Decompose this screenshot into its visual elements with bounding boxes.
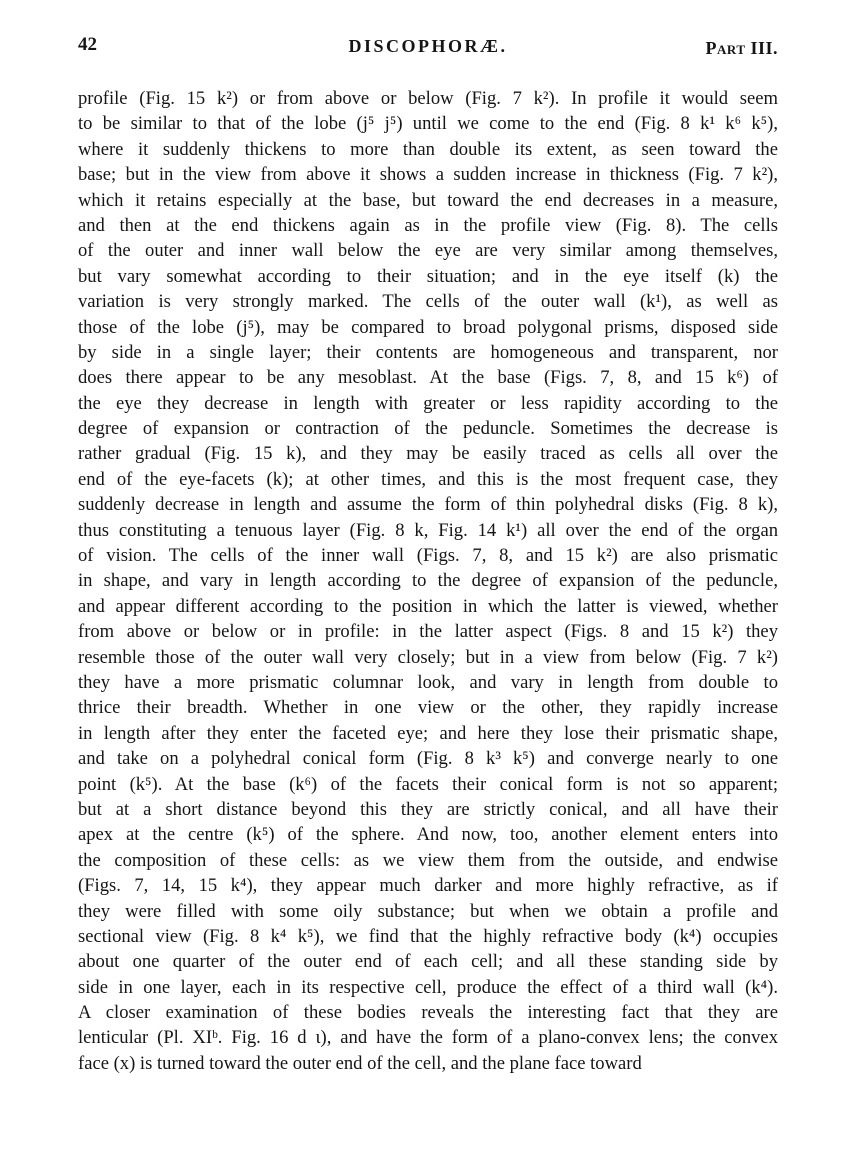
text-line: where it suddenly thickens to more than double its extent, as seen toward the bbox=[78, 138, 778, 160]
text-line: the composition of these cells: as we view them from the outside, and endwise bbox=[78, 849, 778, 871]
text-line: (Figs. 7, 14, 15 k⁴), they appear much darker and more highly refractive, as if bbox=[78, 875, 778, 897]
text-line: end of the eye-facets (k); at other times, and this is the most frequent case, they bbox=[78, 468, 778, 490]
text-line: about one quarter of the outer end of each cell; and all these standing side by bbox=[78, 951, 778, 973]
text-line: sectional view (Fig. 8 k⁴ k⁵), we find that the highly refractive body (k⁴) occupies bbox=[78, 925, 778, 947]
text-line: resemble those of the outer wall very closely; but in a view from below (Fig. 7 k²) bbox=[78, 646, 778, 668]
text-line: side in one layer, each in its respective cell, produce the effect of a third wall (k⁴). bbox=[78, 976, 778, 998]
text-line: the eye they decrease in length with greater or less rapidity according to the bbox=[78, 392, 778, 414]
text-line: and take on a polyhedral conical form (Fig. 8 k³ k⁵) and converge nearly to one bbox=[78, 748, 778, 770]
text-line: does there appear to be any mesoblast. At the base (Figs. 7, 8, and 15 k⁶) of bbox=[78, 367, 778, 389]
body-paragraph bbox=[78, 86, 778, 1076]
text-line: and then at the end thickens again as in the profile view (Fig. 8). The cells bbox=[78, 214, 778, 236]
text-line: lenticular (Pl. XIᵇ. Fig. 16 d ι), and have the form of a plano-convex lens; the convex bbox=[78, 1027, 778, 1049]
text-line: point (k⁵). At the base (k⁶) of the facets their conical form is not so apparent; bbox=[78, 773, 778, 795]
text-line: thus constituting a tenuous layer (Fig. 8 k, Fig. 14 k¹) all over the end of the organ bbox=[78, 519, 778, 541]
text-line: in shape, and vary in length according to the degree of expansion of the peduncle, bbox=[78, 570, 778, 592]
running-head bbox=[78, 30, 778, 64]
text-line: suddenly decrease in length and assume the form of thin polyhedral disks (Fig. 8 k), bbox=[78, 494, 778, 516]
text-line: variation is very strongly marked. The cells of the outer wall (k¹), as well as bbox=[78, 291, 778, 313]
part-label: Part III. bbox=[705, 38, 778, 58]
text-line: which it retains especially at the base, but toward the end decreases in a measure, bbox=[78, 189, 778, 211]
text-line: by side in a single layer; their contents are homogeneous and transparent, nor bbox=[78, 341, 778, 363]
text-line: and appear different according to the position in which the latter is viewed, whether bbox=[78, 595, 778, 617]
text-line: degree of expansion or contraction of the peduncle. Sometimes the decrease is bbox=[78, 418, 778, 440]
text-line: base; but in the view from above it shows a sudden increase in thickness (Fig. 7 k²), bbox=[78, 164, 778, 186]
text-line: in length after they enter the faceted eye; and here they lose their prismatic shape, bbox=[78, 722, 778, 744]
text-line: thrice their breadth. Whether in one view or the other, they rapidly increase bbox=[78, 697, 778, 719]
text-line: apex at the centre (k⁵) of the sphere. And now, too, another element enters into bbox=[78, 824, 778, 846]
text-line: but vary somewhat according to their situation; and in the eye itself (k) the bbox=[78, 265, 778, 287]
page-number: 42 bbox=[78, 34, 97, 55]
text-line: of vision. The cells of the inner wall (Figs. 7, 8, and 15 k²) are also prismatic bbox=[78, 545, 778, 567]
text-line: they were filled with some oily substance; but when we obtain a profile and bbox=[78, 900, 778, 922]
text-line: they have a more prismatic columnar look, and vary in length from double to bbox=[78, 671, 778, 693]
text-line: face (x) is turned toward the outer end of the cell, and the plane face toward bbox=[78, 1052, 642, 1074]
text-line: profile (Fig. 15 k²) or from above or below (Fig. 7 k²). In profile it would seem bbox=[78, 88, 778, 109]
text-line: from above or below or in profile: in the latter aspect (Figs. 8 and 15 k²) they bbox=[78, 621, 778, 643]
text-line: those of the lobe (j⁵), may be compared to broad polygonal prisms, disposed side bbox=[78, 316, 778, 338]
text-line: but at a short distance beyond this they are strictly conical, and all have their bbox=[78, 798, 778, 820]
document-page bbox=[78, 30, 778, 1076]
running-title: DISCOPHORÆ. bbox=[348, 36, 508, 56]
text-line: to be similar to that of the lobe (j⁵ j⁵) until we come to the end (Fig. 8 k¹ k⁶ k⁵), bbox=[78, 113, 778, 135]
text-line: A closer examination of these bodies reveals the interesting fact that they are bbox=[78, 1002, 778, 1024]
text-line: rather gradual (Fig. 15 k), and they may be easily traced as cells all over the bbox=[78, 443, 778, 465]
text-line: of the outer and inner wall below the eye are very similar among themselves, bbox=[78, 240, 778, 262]
